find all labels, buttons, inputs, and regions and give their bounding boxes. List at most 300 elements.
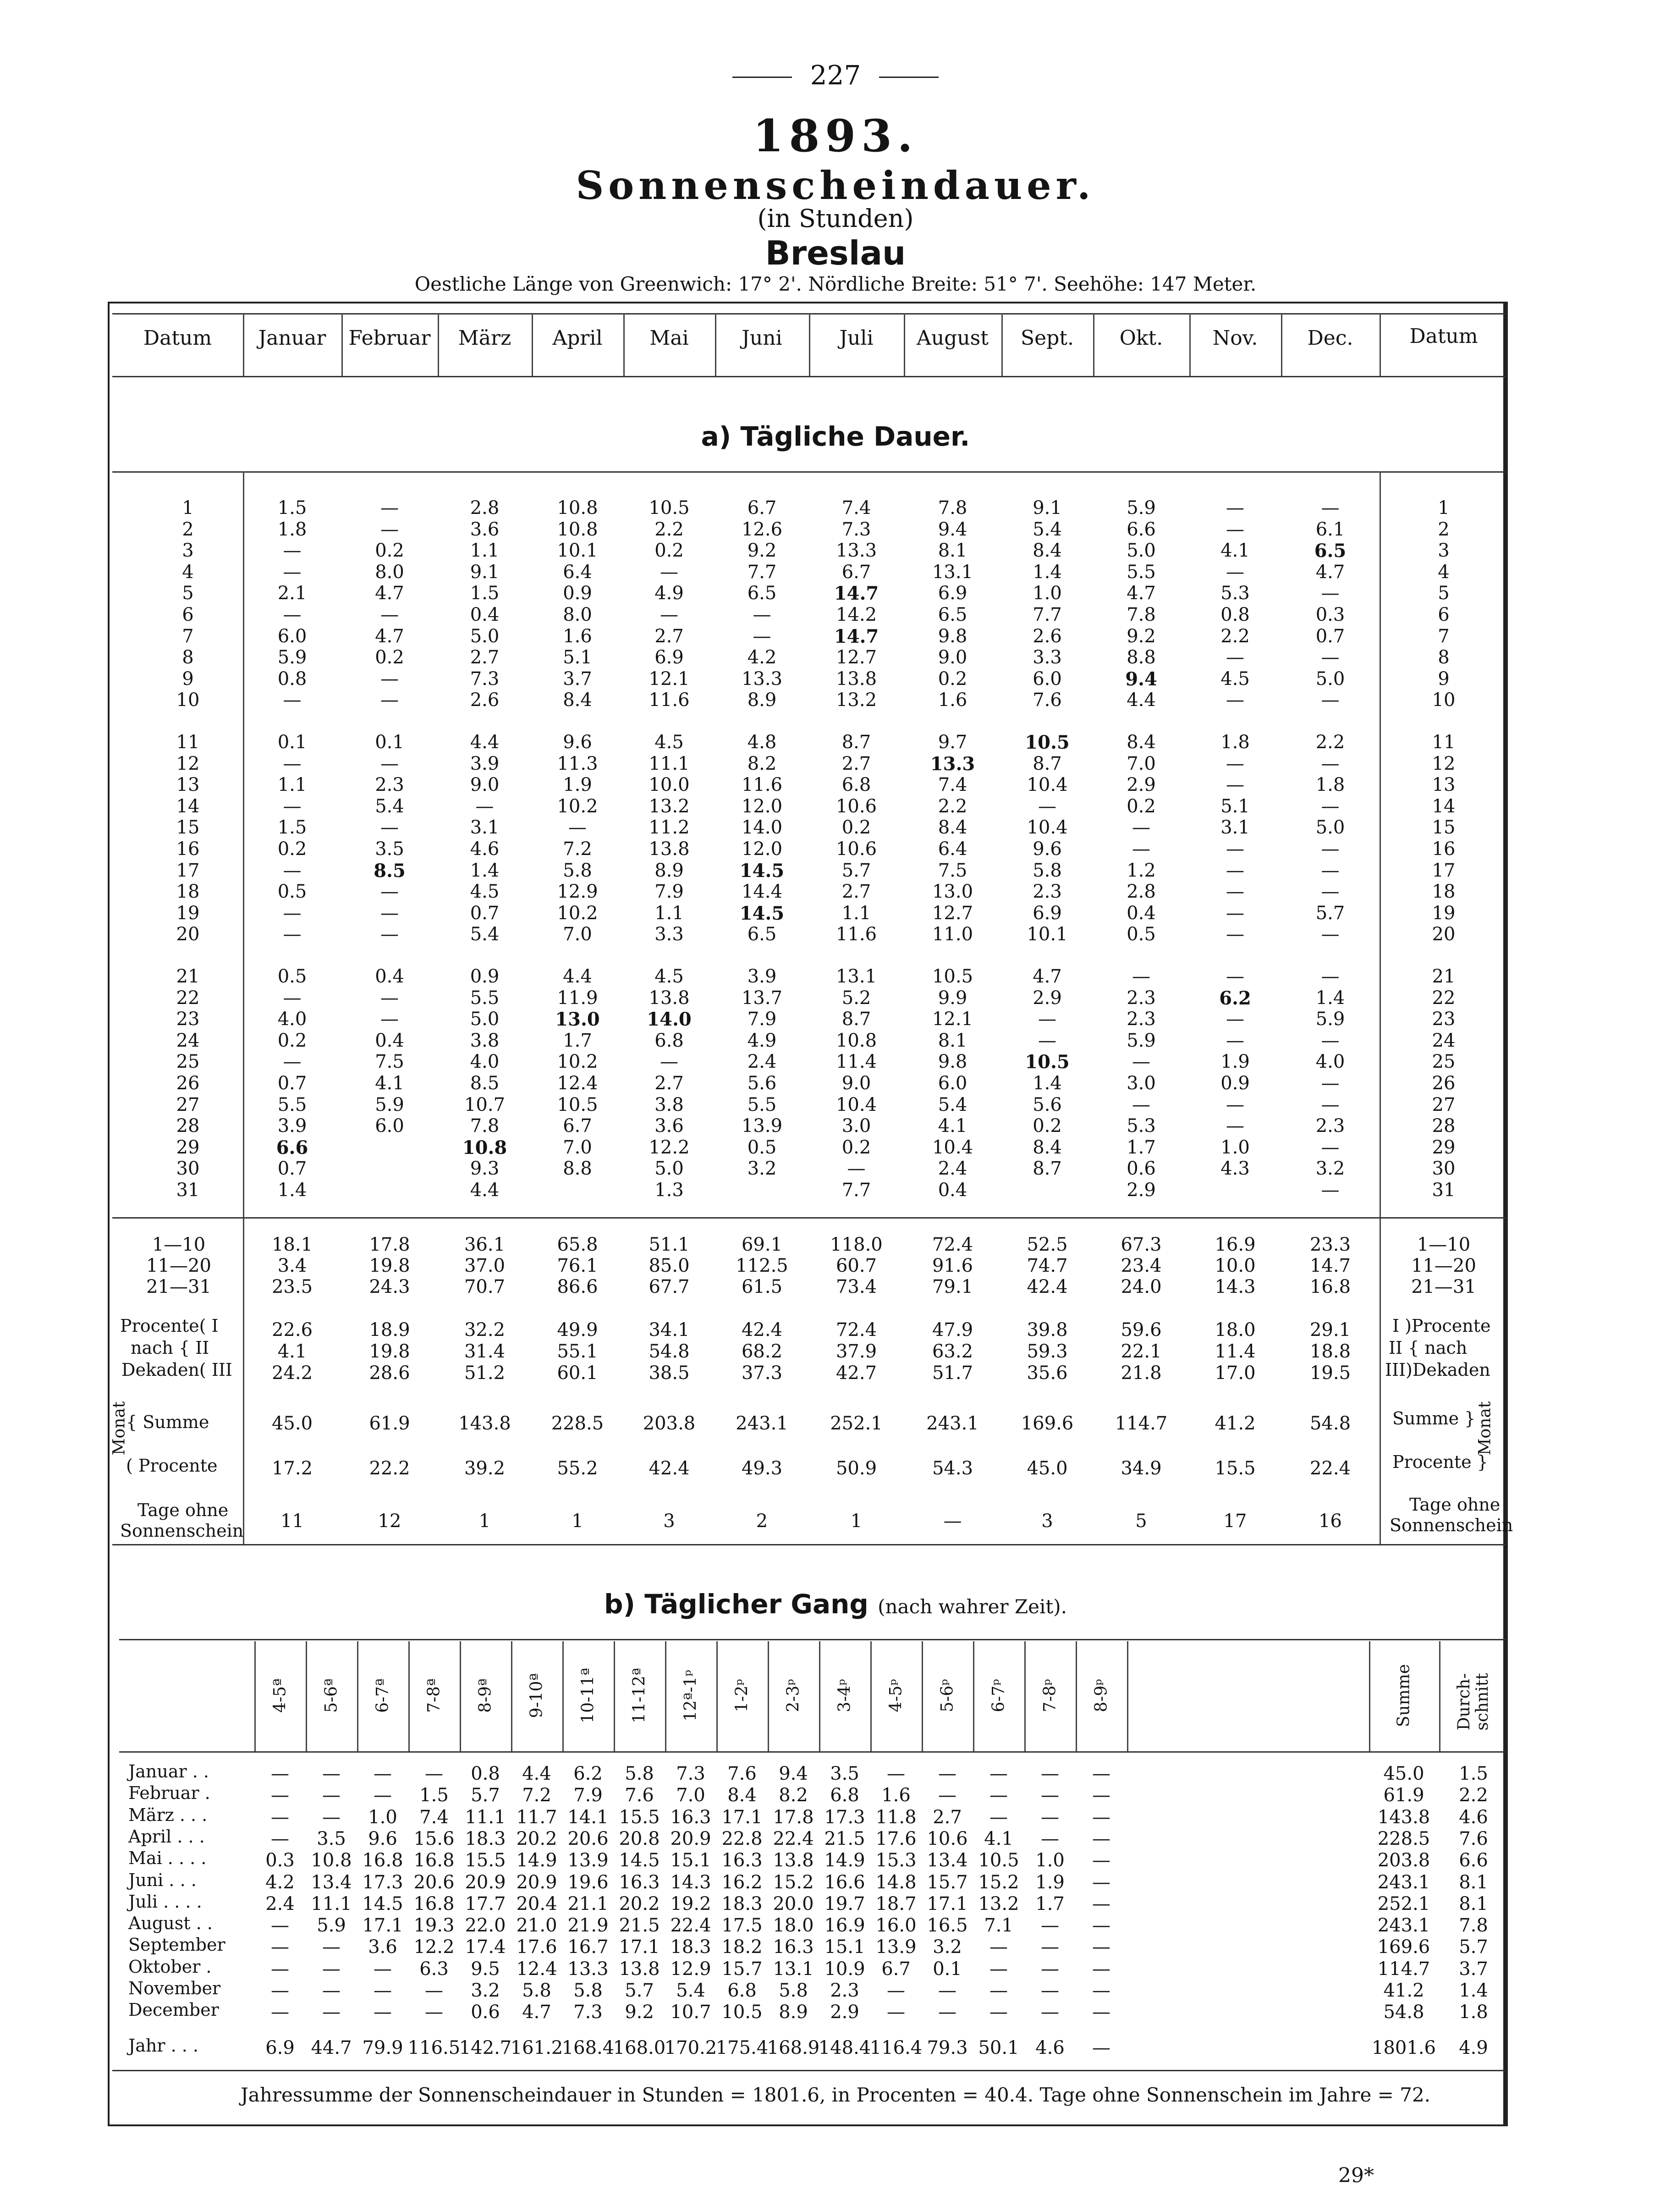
hour-value: 9.5 [471, 1958, 500, 1980]
data-cell: 7.8 [938, 497, 967, 519]
data-cell: 13.7 [741, 987, 783, 1009]
data-cell: 11.2 [649, 817, 690, 838]
day-label: 3 [1438, 540, 1450, 562]
pct-label-right: II { nach [1389, 1338, 1468, 1358]
tage-value: 2 [756, 1511, 768, 1532]
data-cell: 3.0 [841, 1115, 871, 1137]
data-cell: 11.6 [649, 690, 690, 711]
data-cell: 10.5 [1025, 1051, 1070, 1073]
day-label: 6 [1438, 604, 1450, 625]
data-cell: 10.0 [649, 774, 690, 796]
data-cell: 7.9 [747, 1009, 777, 1030]
pct-value: 32.2 [464, 1319, 506, 1340]
hour-value: — [1092, 1850, 1110, 1871]
data-cell: 6.9 [1033, 902, 1062, 924]
hour-value: 21.1 [567, 1893, 609, 1914]
row-mean: 1.5 [1459, 1763, 1488, 1784]
data-cell: 0.4 [1127, 902, 1156, 924]
data-cell: 10.4 [1027, 774, 1068, 796]
data-cell: 5.5 [470, 987, 500, 1009]
decade-value: 23.5 [271, 1276, 313, 1297]
hour-value: 2.9 [830, 2002, 859, 2023]
hour-header: 5-6ª [322, 1678, 341, 1713]
data-cell: — [1321, 497, 1340, 519]
decade-value: 85.0 [649, 1255, 690, 1276]
data-cell: — [1321, 838, 1340, 860]
data-cell: 5.9 [1315, 1009, 1345, 1030]
month-label: Oktober . [128, 1956, 212, 1977]
data-cell: 1.1 [654, 902, 684, 924]
decade-value: 36.1 [464, 1234, 506, 1255]
decade-label: 1—10 [152, 1234, 206, 1255]
procente-value: 22.2 [369, 1458, 410, 1479]
pct-value: 39.8 [1027, 1319, 1068, 1340]
row-summe: 143.8 [1377, 1806, 1430, 1828]
day-label: 18 [1432, 881, 1456, 903]
column-divider [904, 313, 905, 376]
hour-value: — [1041, 2002, 1059, 2023]
year-hour-value: 148.4 [818, 2037, 871, 2058]
hour-value: — [887, 1763, 905, 1784]
rule-line [112, 1217, 1506, 1219]
hour-header: 12ª-1ᵖ [681, 1670, 700, 1721]
data-cell: 5.0 [654, 1158, 684, 1180]
column-divider [973, 1641, 974, 1751]
day-label: 23 [176, 1009, 200, 1030]
hour-value: 3.6 [368, 1936, 397, 1958]
data-cell: 12.7 [836, 647, 877, 668]
column-divider [1380, 313, 1381, 376]
data-cell: 8.5 [470, 1073, 500, 1094]
hour-value: 7.6 [727, 1763, 757, 1784]
hour-value: 12.4 [516, 1958, 557, 1980]
data-cell: — [1321, 1180, 1340, 1201]
hour-value: 14.3 [670, 1871, 711, 1893]
hour-value: 6.8 [727, 1980, 757, 2001]
data-cell: 0.4 [375, 1030, 404, 1051]
hour-value: 1.0 [1035, 1850, 1065, 1871]
year-hour-value: 116.4 [869, 2037, 923, 2058]
data-cell: 7.6 [1033, 690, 1062, 711]
pct-label-right: III)Dekaden [1385, 1360, 1490, 1380]
data-cell: 12.9 [557, 881, 598, 903]
data-cell: 9.4 [1125, 668, 1157, 690]
tage-label-right: Sonnenschein [1390, 1515, 1513, 1535]
summe-value: 61.9 [369, 1413, 410, 1434]
hour-header: 1-2ᵖ [732, 1679, 752, 1712]
data-cell: 6.9 [654, 647, 684, 668]
decade-value: 79.1 [932, 1276, 973, 1297]
data-cell: 9.6 [563, 732, 592, 753]
pct-value: 51.7 [932, 1363, 973, 1384]
month-header: Juni [742, 326, 782, 350]
data-cell: 6.4 [938, 838, 967, 860]
data-cell: 4.7 [1033, 966, 1062, 987]
hour-header: 4-5ª [270, 1678, 290, 1713]
column-divider [665, 1641, 666, 1751]
data-cell: 8.4 [1127, 732, 1156, 753]
data-cell: 8.9 [747, 690, 777, 711]
data-cell: 0.5 [747, 1136, 777, 1158]
hour-value: — [374, 1980, 392, 2001]
data-cell: 5.0 [470, 625, 500, 647]
column-divider [511, 1641, 512, 1751]
data-cell: 0.8 [1220, 604, 1250, 625]
hour-value: — [989, 1958, 1008, 1980]
data-cell: 3.6 [654, 1115, 684, 1137]
hour-value: 15.7 [721, 1958, 763, 1980]
data-cell: 0.2 [654, 540, 684, 562]
data-cell: 5.1 [1220, 795, 1250, 817]
decade-value: 69.1 [741, 1234, 783, 1255]
hour-value: 17.6 [875, 1828, 917, 1849]
month-header: Juli [839, 326, 874, 350]
month-label: März . . . [128, 1804, 208, 1825]
day-label: 11 [1432, 732, 1456, 753]
hour-header: 7-8ª [424, 1678, 444, 1713]
hour-value: 0.6 [471, 2002, 500, 2023]
data-cell: 5.8 [563, 860, 592, 881]
pct-value: 60.1 [557, 1363, 598, 1384]
data-cell: — [1226, 838, 1244, 860]
hour-value: 9.2 [625, 2002, 654, 2023]
column-divider [1093, 313, 1094, 376]
data-cell: — [380, 987, 399, 1009]
column-divider [438, 313, 439, 376]
column-divider [341, 313, 343, 376]
data-cell: 10.7 [464, 1094, 506, 1115]
data-cell: 4.0 [1315, 1051, 1345, 1073]
data-cell: 11.9 [557, 987, 598, 1009]
decade-value: 42.4 [1027, 1276, 1068, 1297]
data-cell: 1.6 [938, 690, 967, 711]
hour-value: 21.9 [567, 1915, 609, 1936]
data-cell: 8.9 [654, 860, 684, 881]
data-cell: 8.8 [563, 1158, 592, 1180]
hour-value: 16.0 [875, 1915, 917, 1936]
hour-value: — [322, 1785, 341, 1806]
data-cell: 5.9 [1127, 497, 1156, 519]
row-summe: 169.6 [1377, 1936, 1430, 1958]
hour-value: 7.3 [676, 1763, 705, 1784]
hour-value: — [1092, 1828, 1110, 1849]
decade-label: 21—31 [1411, 1276, 1476, 1297]
month-label: April . . . [128, 1826, 205, 1847]
hour-value: 7.2 [522, 1785, 551, 1806]
data-cell: 11.0 [932, 924, 973, 945]
data-cell: 7.4 [938, 774, 967, 796]
hour-value: 17.1 [927, 1893, 968, 1914]
data-cell: 13.1 [836, 966, 877, 987]
tage-value: — [943, 1511, 962, 1532]
day-label: 17 [1432, 860, 1456, 881]
data-cell: 1.3 [654, 1180, 684, 1201]
hour-value: 11.8 [875, 1806, 917, 1828]
data-cell: 5.0 [1315, 817, 1345, 838]
data-cell: 8.4 [938, 817, 967, 838]
hour-value: 5.8 [573, 1980, 603, 2001]
data-cell: 12.2 [649, 1136, 690, 1158]
pct-value: 11.4 [1215, 1341, 1256, 1362]
row-mean: 1.4 [1459, 1980, 1488, 2001]
hour-value: 3.5 [317, 1828, 346, 1849]
data-cell: 5.8 [1033, 860, 1062, 881]
column-divider [562, 1641, 564, 1751]
data-cell: — [380, 497, 399, 519]
year-hour-value: 44.7 [311, 2037, 352, 2058]
hour-value: — [271, 1980, 289, 2001]
decade-value: 73.4 [836, 1276, 877, 1297]
hour-value: 6.2 [573, 1763, 603, 1784]
data-cell: 5.3 [1220, 583, 1250, 604]
data-cell: 1.4 [1315, 987, 1345, 1009]
data-cell: 5.7 [1315, 902, 1345, 924]
hour-value: 20.9 [516, 1871, 557, 1893]
data-cell: 3.7 [563, 668, 592, 690]
column-divider [408, 1641, 410, 1751]
data-cell: 13.8 [649, 838, 690, 860]
data-cell: — [1321, 860, 1340, 881]
data-cell: 12.0 [741, 795, 783, 817]
hour-value: 7.6 [625, 1785, 654, 1806]
month-label: Juni . . . [128, 1870, 197, 1890]
hour-header: 11-12ª [630, 1668, 649, 1723]
row-summe: 243.1 [1377, 1871, 1430, 1893]
column-divider [819, 1641, 820, 1751]
tage-label: Tage ohne [137, 1500, 229, 1520]
data-cell: 3.0 [1127, 1073, 1156, 1094]
data-cell: — [380, 881, 399, 903]
hour-value: 22.4 [670, 1915, 711, 1936]
data-cell: — [660, 604, 678, 625]
data-cell: 1.4 [1033, 1073, 1062, 1094]
data-cell: 7.5 [375, 1051, 404, 1073]
month-label: September [128, 1935, 225, 1955]
datum-header: Datum [1409, 325, 1478, 348]
decade-value: 74.7 [1027, 1255, 1068, 1276]
data-cell: 4.2 [747, 647, 777, 668]
day-label: 31 [176, 1180, 200, 1201]
data-cell: 13.9 [741, 1115, 783, 1137]
data-cell: 10.5 [649, 497, 690, 519]
column-divider [715, 313, 716, 376]
data-cell: — [380, 817, 399, 838]
column-divider [532, 313, 533, 376]
day-label: 26 [176, 1073, 200, 1094]
hour-value: 19.7 [824, 1893, 865, 1914]
page-number: 227 [0, 60, 1671, 91]
data-cell: — [1132, 1051, 1150, 1073]
pct-value: 19.8 [369, 1341, 410, 1362]
rule-line [112, 1544, 1506, 1545]
hour-value: 18.3 [465, 1828, 506, 1849]
hour-value: 13.2 [978, 1893, 1019, 1914]
procente-label-right: Procente } [1392, 1452, 1488, 1472]
data-cell: 5.0 [1315, 668, 1345, 690]
decade-label: 21—31 [146, 1276, 211, 1297]
hour-value: 4.7 [522, 2002, 551, 2023]
tage-value: 5 [1135, 1511, 1147, 1532]
data-cell: 0.9 [470, 966, 500, 987]
day-label: 5 [1438, 583, 1450, 604]
data-cell: 4.4 [563, 966, 592, 987]
hour-value: 1.5 [419, 1785, 449, 1806]
data-cell: 4.7 [375, 583, 404, 604]
hour-value: 13.9 [567, 1850, 609, 1871]
data-cell: 6.0 [938, 1073, 967, 1094]
data-cell: 7.5 [938, 860, 967, 881]
hour-value: 8.2 [779, 1785, 808, 1806]
data-cell: 6.8 [654, 1030, 684, 1051]
hour-value: 13.3 [567, 1958, 609, 1980]
data-cell: 3.8 [470, 1030, 500, 1051]
column-divider [460, 1641, 461, 1751]
data-cell: — [1226, 966, 1244, 987]
data-cell: 6.9 [938, 583, 967, 604]
data-cell: 4.4 [470, 732, 500, 753]
data-cell: 0.2 [375, 647, 404, 668]
hour-value: 11.1 [465, 1806, 506, 1828]
data-cell: — [1038, 795, 1056, 817]
hour-value: 21.5 [619, 1915, 660, 1936]
day-label: 23 [1432, 1009, 1456, 1030]
hour-value: — [425, 1980, 443, 2001]
procente-value: 15.5 [1215, 1458, 1256, 1479]
pct-value: 38.5 [649, 1363, 690, 1384]
data-cell: 2.3 [375, 774, 404, 796]
data-cell: — [283, 924, 302, 945]
hour-value: 17.5 [721, 1915, 763, 1936]
data-cell: 0.2 [938, 668, 967, 690]
data-cell: 10.2 [557, 795, 598, 817]
hour-value: 15.1 [824, 1936, 865, 1958]
data-cell: 5.4 [470, 924, 500, 945]
hour-value: — [938, 1763, 956, 1784]
data-cell: 13.3 [930, 753, 975, 775]
pct-value: 37.9 [836, 1341, 877, 1362]
procente-value: 42.4 [649, 1458, 690, 1479]
data-cell: 1.8 [1220, 732, 1250, 753]
data-cell: 13.0 [555, 1009, 600, 1031]
data-cell: 10.4 [1027, 817, 1068, 838]
data-cell: 5.5 [277, 1094, 307, 1115]
data-cell: 2.7 [654, 625, 684, 647]
data-cell: 14.5 [739, 860, 785, 882]
data-cell: 10.8 [557, 497, 598, 519]
pct-value: 24.2 [271, 1363, 313, 1384]
tage-value: 1 [478, 1511, 491, 1532]
data-cell: 14.0 [741, 817, 783, 838]
hour-header: 5-6ᵖ [938, 1679, 957, 1712]
row-mean: 4.6 [1459, 1806, 1488, 1828]
hour-header: 8-9ᵖ [1092, 1679, 1111, 1712]
row-summe: 252.1 [1377, 1893, 1430, 1914]
year-hour-value: 168.0 [613, 2037, 666, 2058]
hour-value: 17.3 [824, 1806, 865, 1828]
hour-value: 20.9 [465, 1871, 506, 1893]
data-cell: 8.2 [747, 753, 777, 774]
hour-value: 22.8 [721, 1828, 763, 1849]
data-cell: 4.8 [747, 732, 777, 753]
column-divider [1127, 1641, 1128, 1751]
year-hour-value: 6.9 [265, 2037, 295, 2058]
column-divider [1369, 1641, 1370, 1751]
column-divider [243, 313, 244, 376]
summe-value: 252.1 [830, 1413, 883, 1434]
tage-value: 16 [1319, 1511, 1342, 1532]
day-label: 2 [1438, 519, 1450, 540]
day-label: 12 [1432, 753, 1456, 774]
hour-value: — [1041, 1785, 1059, 1806]
decade-value: 14.3 [1215, 1276, 1256, 1297]
data-cell: — [1226, 561, 1244, 583]
data-cell: — [283, 860, 302, 881]
data-cell: 14.2 [836, 604, 877, 625]
data-cell: 4.4 [1127, 690, 1156, 711]
hour-value: 14.1 [567, 1806, 609, 1828]
data-cell: — [1132, 1094, 1150, 1115]
data-cell: 7.3 [841, 519, 871, 540]
hour-value: 11.1 [311, 1893, 352, 1914]
hour-value: — [374, 1763, 392, 1784]
data-cell: 1.8 [1315, 774, 1345, 796]
hour-value: 5.8 [779, 1980, 808, 2001]
data-cell: 6.0 [1033, 668, 1062, 690]
data-cell: 8.4 [1033, 1136, 1062, 1158]
hour-value: 16.5 [927, 1915, 968, 1936]
data-cell: 9.8 [938, 1051, 967, 1073]
data-cell: 11.6 [836, 924, 877, 945]
hour-value: 17.1 [721, 1806, 763, 1828]
data-cell: 4.6 [470, 838, 500, 860]
data-cell: 1.0 [1220, 1136, 1250, 1158]
decade-value: 16.8 [1309, 1276, 1351, 1297]
data-cell: 12.7 [932, 902, 973, 924]
hour-header: 3-4ᵖ [835, 1679, 854, 1712]
hour-value: — [425, 2002, 443, 2023]
summe-header: Summe [1394, 1664, 1413, 1727]
data-cell: 1.1 [277, 774, 307, 796]
hour-value: 2.4 [265, 1893, 295, 1914]
day-label: 1 [182, 497, 194, 519]
decade-value: 112.5 [736, 1255, 788, 1276]
hour-header: 9-10ª [527, 1673, 546, 1718]
column-divider [809, 313, 810, 376]
data-cell: 0.1 [277, 732, 307, 753]
data-cell: 2.9 [1127, 774, 1156, 796]
hour-value: 21.0 [516, 1915, 557, 1936]
page-signature: 29* [1338, 2164, 1374, 2187]
data-cell: 8.7 [1033, 1158, 1062, 1180]
day-label: 22 [1432, 987, 1456, 1009]
day-label: 12 [176, 753, 200, 774]
hour-value: 13.4 [311, 1871, 352, 1893]
data-cell: — [1038, 1009, 1056, 1030]
pct-label-left: Procente( I [120, 1316, 219, 1336]
decade-value: 24.0 [1121, 1276, 1162, 1297]
hour-value: 3.2 [471, 1980, 500, 2001]
year-hour-value: 170.2 [664, 2037, 717, 2058]
data-cell: — [283, 753, 302, 774]
data-cell: 0.2 [841, 817, 871, 838]
data-cell: 7.8 [1127, 604, 1156, 625]
day-label: 4 [1438, 561, 1450, 583]
pct-value: 59.3 [1027, 1341, 1068, 1362]
hour-value: 7.0 [676, 1785, 705, 1806]
month-header: August [917, 326, 989, 350]
pct-value: 68.2 [741, 1341, 783, 1362]
data-cell: 6.1 [1315, 519, 1345, 540]
